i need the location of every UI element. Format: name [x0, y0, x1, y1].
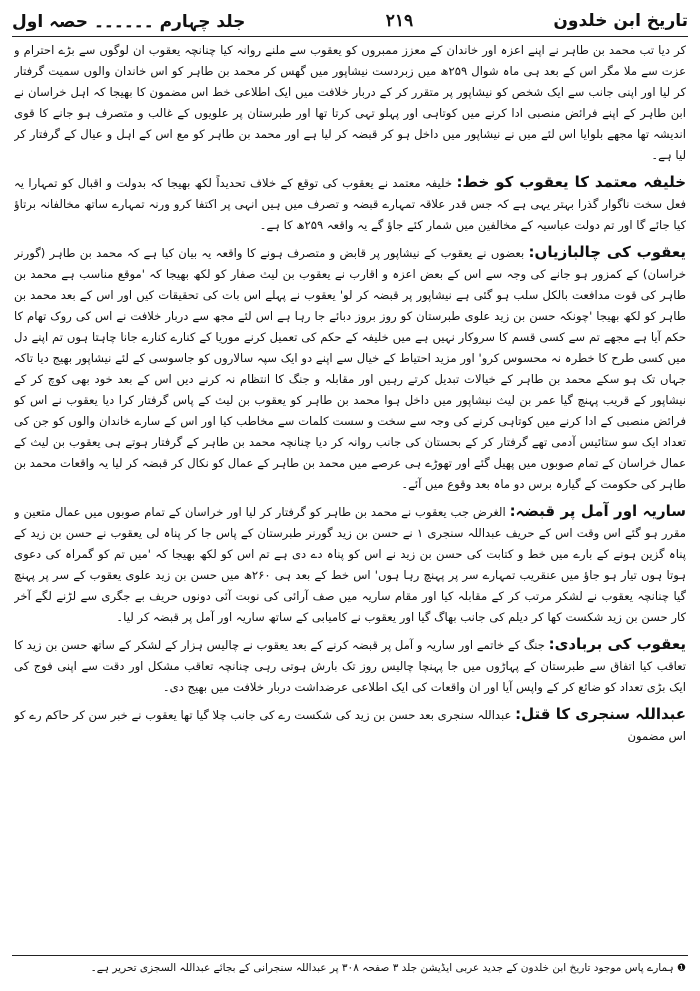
section-heading: ساریہ اور آمل پر قبضہ: [509, 502, 686, 520]
section-heading: یعقوب کی بربادی: [548, 635, 686, 653]
body-text [14, 40, 686, 952]
paragraph-3 [14, 242, 686, 495]
book-title: تاریخ ابن خلدون [553, 11, 688, 31]
footnote-text: ہمارے پاس موجود تاریخ ابن خلدون کے جدید عربی ایڈیشن جلد ۳ صفحہ ۳۰۸ پر عبداللہ سنجرانی کے بجائے عبداللہ السجزی تحریر ہے۔ [90, 962, 674, 974]
paragraph-text: الغرض جب یعقوب نے محمد بن طاہر کو گرفتار کر لیا اور خراسان کے تمام صوبوں میں عمال متعین و مقرر ہو گئے اس وقت اس کے حریف عبداللہ سنجری ۱ نے حسن بن زید گورنر طبرستان کے پاس جا کر پناہ لی یعقوب نے حسن بن زید کے پناہ گزین ہونے کے بارے میں خط و کتابت کی حسن بن زید نے اس کو پناہ دے دی ہے تم اس کو لکھ بھیجا کہ 'میں تم کو گمراہ کی دعوی ہوتا ہوں تیار ہو جاؤ میں عنقریب تمہارے سر پر پہنچ رہا ہوں' اس خط کے بعد ہی ۲۶۰ھ میں حسن بن زید علوی یعقوب کے سر پر پہنچ گیا چنانچہ یعقوب نے لشکر مرتب کر کے مقابلہ کیا اور مقام ساریہ میں صف آرائی کی نوبت آئی دونوں حریف بے جگری سے لڑنے لگے آخر کار حسن بن زید شکست کھا کر دیلم کی جانب بھاگ گیا اور یعقوب نے کامیابی کے ساتھ ساریہ اور آمل پر قبضہ کر لیا۔ [14, 505, 686, 624]
page-number: ۲۱۹ [385, 11, 414, 31]
paragraph-text: عبداللہ سنجری بعد حسن بن زید کی شکست رے کی جانب چلا گیا تھا یعقوب نے خبر سن کر حاکم رے کو اس مضمون [14, 708, 686, 743]
footnote-marker: ❶ [677, 963, 686, 974]
section-heading: یعقوب کی چالبازیاں: [528, 243, 686, 261]
section-heading: خلیفہ معتمد کا یعقوب کو خط: [456, 173, 686, 191]
footnote [14, 960, 686, 977]
section-heading: عبداللہ سنجری کا قتل: [515, 705, 686, 723]
header-rule [12, 36, 688, 37]
paragraph-text: جنگ کے خاتمے اور ساریہ و آمل پر قبضہ کرنے کے بعد یعقوب نے چالیس ہزار کے لشکر کے ساتھ حسن بن زید کا تعاقب کیا اتفاق سے طبرستان کے پہاڑوں میں جا پہنچا چالیس روز تک بارش ہوتی رہی چنانچہ تعاقب مشکل اور دقت سے اپنی فوج کی ایک بڑی تعداد کو ضائع کر کے واپس آیا اور ان واقعات کی ایک اطلاعی عرضداشت دربار خلافت میں بھیج دی۔ [14, 638, 686, 694]
paragraph-5 [14, 634, 686, 698]
paragraph-4 [14, 501, 686, 628]
page-header [12, 6, 688, 36]
volume-label: جلد چہارم ۔۔۔۔۔۔ حصہ اول [12, 11, 246, 32]
footnote-rule [12, 955, 688, 956]
paragraph-2 [14, 172, 686, 236]
paragraph-text: بعضوں نے یعقوب کے نیشاپور پر قابض و متصرف ہونے کا واقعہ یہ بیان کیا ہے کہ محمد بن طاہر (گورنر خراسان) کے کمزور ہو جانے کی وجہ سے اس کے بعض اعزہ و اقارب نے یعقوب بن لیث صفار کو لکھ بھیجا کہ 'موقع مناسب ہے محمد بن طاہر کی قوت مدافعت بالکل سلب ہو گئی ہے نیشاپور پر قبضہ کر لو' یعقوب نے پہلے اس بات کی تحقیقات کیں اور اس کے بعد محمد بن طاہر کو لکھ بھیجا 'چونکہ حسن بن زید علوی طبرستان کو روز بروز دبائے جا رہا ہے اس لئے مجھ سے دربار خلافت نے اس کی روک تھام کا حکم آیا ہے مجھے تم سے کسی قسم کا سروکار نہیں ہے میں خلیفہ کے حکم کی تعمیل کرنے موریا کے کنارے کنارے جانا چاہتا ہوں تم اپنے دل میں کسی طرح کا خطرہ نہ محسوس کرو' اور مزید احتیاط کے خیال سے اپنے دو ایک سپہ سالاروں کو جاسوسی کے لئے نیشاپور بھیج دیا تاکہ جہاں تک ہو سکے محمد بن طاہر کے خیالات تبدیل کرتے رہیں اور مقابلہ و جنگ کا انتظام نہ کرنے دیں اس کے بعد خود بھی کوچ کر کے نیشاپور کے قریب پہنچ گیا عمر بن لیث نیشاپور میں داخل ہوا محمد بن طاہر کو یعقوب بن لیث کے پاس گرفتار کرا دیا یعقوب نے اس کو فرائض منصبی کے ادا کرنے میں کوتاہی کرنے کی وجہ سے سخت و سست کلمات سے مخاطب کیا اور اس کے سارے خاندان والوں کو جن کی تعداد ایک سو ستائیس آدمی تھے گرفتار کر کے بحستان کی جانب روانہ کر دیا چنانچہ محمد بن طاہر کے گرفتار ہوتے ہی یعقوب بن لیث کے عمال خراسان کے تمام صوبوں میں پھیل گئے اور تھوڑے ہی عرصے میں محمد بن طاہر کے عمال کو نکال کر قبضہ کر لیا یہ واقعات محمد بن طاہر کی حکومت کے گیارہ برس دو ماہ بعد وقوع میں آئے۔ [14, 246, 686, 491]
paragraph-text: خلیفہ معتمد نے یعقوب کی توقع کے خلاف تحدیداً لکھ بھیجا کہ بدولت و اقبال کو تمہارا یہ فعل سخت ناگوار گذرا بہتر یہی ہے کہ جس قدر علاقہ تمہارے قبضہ و تصرف میں ہیں انہی پر اکتفا کرو ورنہ تمہارے ساتھ مخالفانہ برتاؤ کیا جائے گا اور تم دولت عباسیہ کے مخالفین میں شمار کئے جاؤ گے یہ واقعہ ۲۵۹ھ کا ہے۔ [14, 176, 686, 232]
paragraph-text: کر دیا تب محمد بن طاہر نے اپنے اعزہ اور خاندان کے معزز ممبروں کو یعقوب سے ملنے روانہ کیا چنانچہ یعقوب ان لوگوں سے بڑے احترام و عزت سے ملا مگر اس کے بعد ہی ماہ شوال ۲۵۹ھ میں زبردست نیشاپور میں گھس کر محمد بن طاہر کو اس خاندان والوں سمیت گرفتار کر لیا اور اپنی جانب سے ایک شخص کو نیشاپور پر متقرر کر کے دربار خلافت میں ایک اطلاعی خط اس مضمون کا بھیجا کہ اہل خراسان نے ابن طاہر کے اپنے فرائض منصبی ادا کرنے میں کوتاہی اور پہلو تہی کرتا تھا اور طبرستان پر علویوں کے غالب و متصرف ہو جانے کا قوی اندیشہ تھا مجھے بلوایا اس لئے میں نے نیشاپور میں داخل ہو کر قبضہ کر لیا ہے اور محمد بن طاہر کو مع اس کے اہل و عیال کے گرفتار کر لیا ہے۔ [14, 43, 686, 162]
paragraph-1 [14, 40, 686, 166]
paragraph-6 [14, 704, 686, 747]
